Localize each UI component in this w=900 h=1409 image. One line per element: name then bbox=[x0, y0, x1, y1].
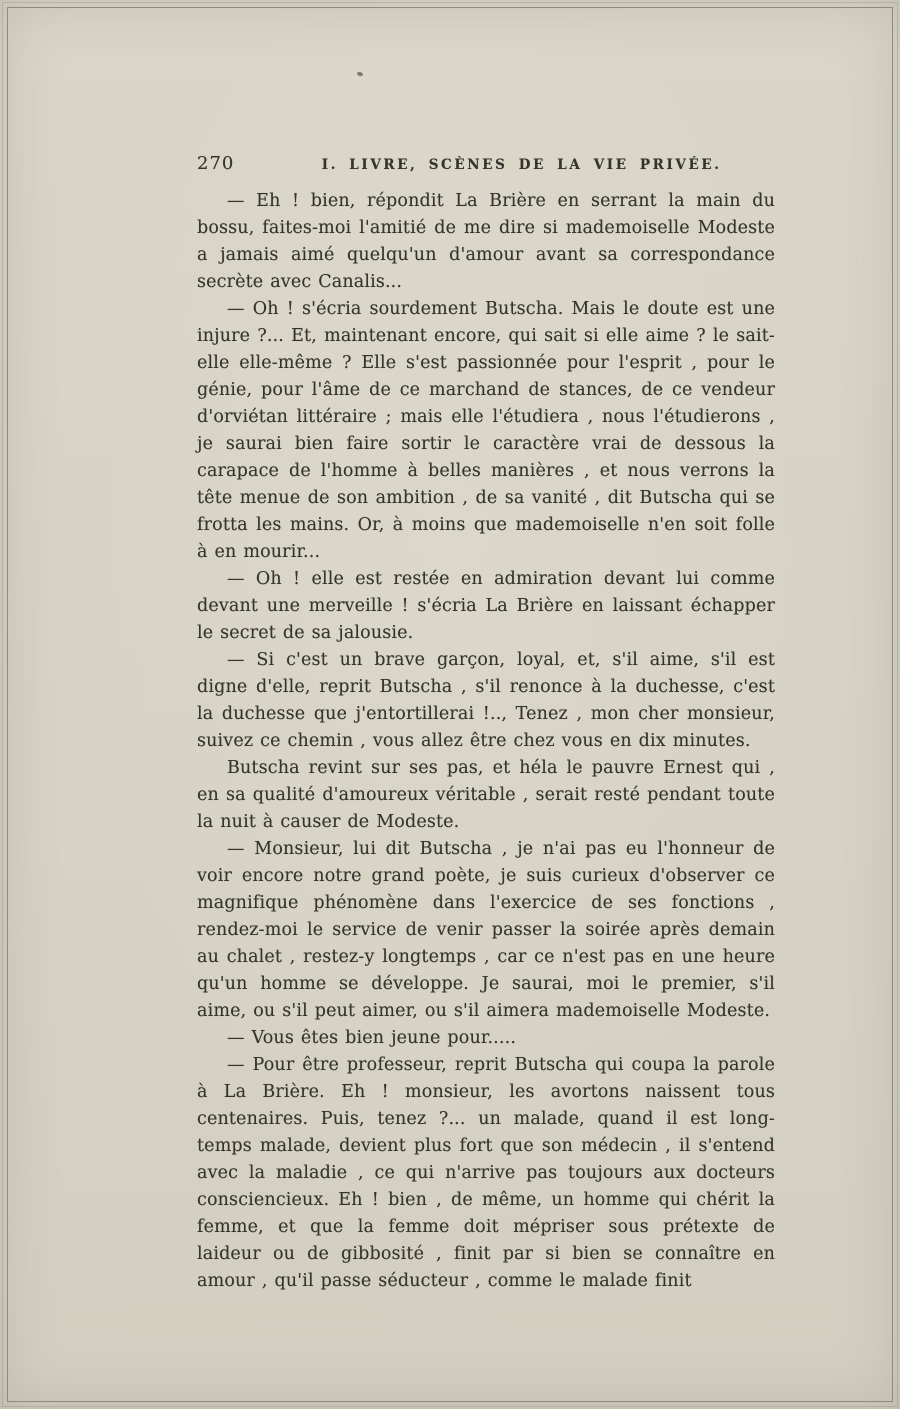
page-number: 270 bbox=[197, 153, 235, 174]
paragraph: — Oh ! elle est restée en admiration devant lui comme devant une merveille ! s'écria La Brière en laissant échapper le secret de sa jalousie. bbox=[197, 569, 775, 643]
paragraph: — Monsieur, lui dit Butscha , je n'ai pas eu l'honneur de voir encore notre grand poète, je suis curieux d'observer ce magnifique phénomène dans l'exercice de ses fonctions , rendez-moi le service de venir passer la soirée après demain au chalet , restez-y longtemps , car ce n'est pas en une heure qu'un homme se développe. Je saurai, moi le premier, s'il aime, ou s'il peut aimer, ou s'il aimera mademoiselle Modeste. bbox=[197, 839, 775, 1021]
paragraph: — Vous êtes bien jeune pour..... bbox=[227, 1028, 517, 1048]
running-header bbox=[197, 153, 775, 174]
paragraph: Butscha revint sur ses pas, et héla le pauvre Ernest qui , en sa qualité d'amoureux véritable , serait resté pendant toute la nuit à causer de Modeste. bbox=[197, 758, 775, 832]
chapter-header: I. LIVRE, SCÈNES DE LA VIE PRIVÉE. bbox=[321, 157, 722, 173]
paragraph: — Eh ! bien, répondit La Brière en serrant la main du bossu, faites-moi l'amitié de me dire si mademoiselle Modeste a jamais aimé quelqu'un d'amour avant sa correspondance secrète avec Canalis... bbox=[197, 191, 775, 292]
text-block bbox=[197, 153, 775, 1295]
paragraph: — Oh ! s'écria sourdement Butscha. Mais le doute est une injure ?... Et, maintenant encore, qui sait si elle aime ? le sait-elle elle-même ? Elle s'est passionnée pour l'esprit , pour le génie, pour l'âme de ce marchand de stances, de ce vendeur d'orviétan littéraire ; mais elle l'étudiera , nous l'étudierons , je saurai bien faire sortir le caractère vrai de dessous la carapace de l'homme à belles manières , et nous verrons la tête menue de son ambition , de sa vanité , dit Butscha qui se frotta les mains. Or, à moins que mademoiselle n'en soit folle à en mourir... bbox=[197, 299, 775, 562]
body-text bbox=[197, 188, 775, 1295]
paragraph: — Si c'est un brave garçon, loyal, et, s'il aime, s'il est digne d'elle, reprit Butscha , s'il renonce à la duchesse, c'est la duchesse que j'entortillerai !.., Tenez , mon cher monsieur, suivez ce chemin , vous allez être chez vous en dix minutes. bbox=[197, 650, 775, 751]
paragraph: — Pour être professeur, reprit Butscha qui coupa la parole à La Brière. Eh ! monsieur, les avortons naissent tous centenaires. Puis, tenez ?... un malade, quand il est long-temps malade, devient plus fort que son médecin , il s'entend avec la maladie , ce qui n'arrive pas toujours aux docteurs consciencieux. Eh ! bien , de même, un homme qui chérit la femme, et que la femme doit mépriser sous prétexte de laideur ou de gibbosité , finit par si bien se connaître en amour , qu'il passe séducteur , comme le malade finit bbox=[197, 1055, 775, 1291]
ink-speck bbox=[357, 71, 364, 77]
